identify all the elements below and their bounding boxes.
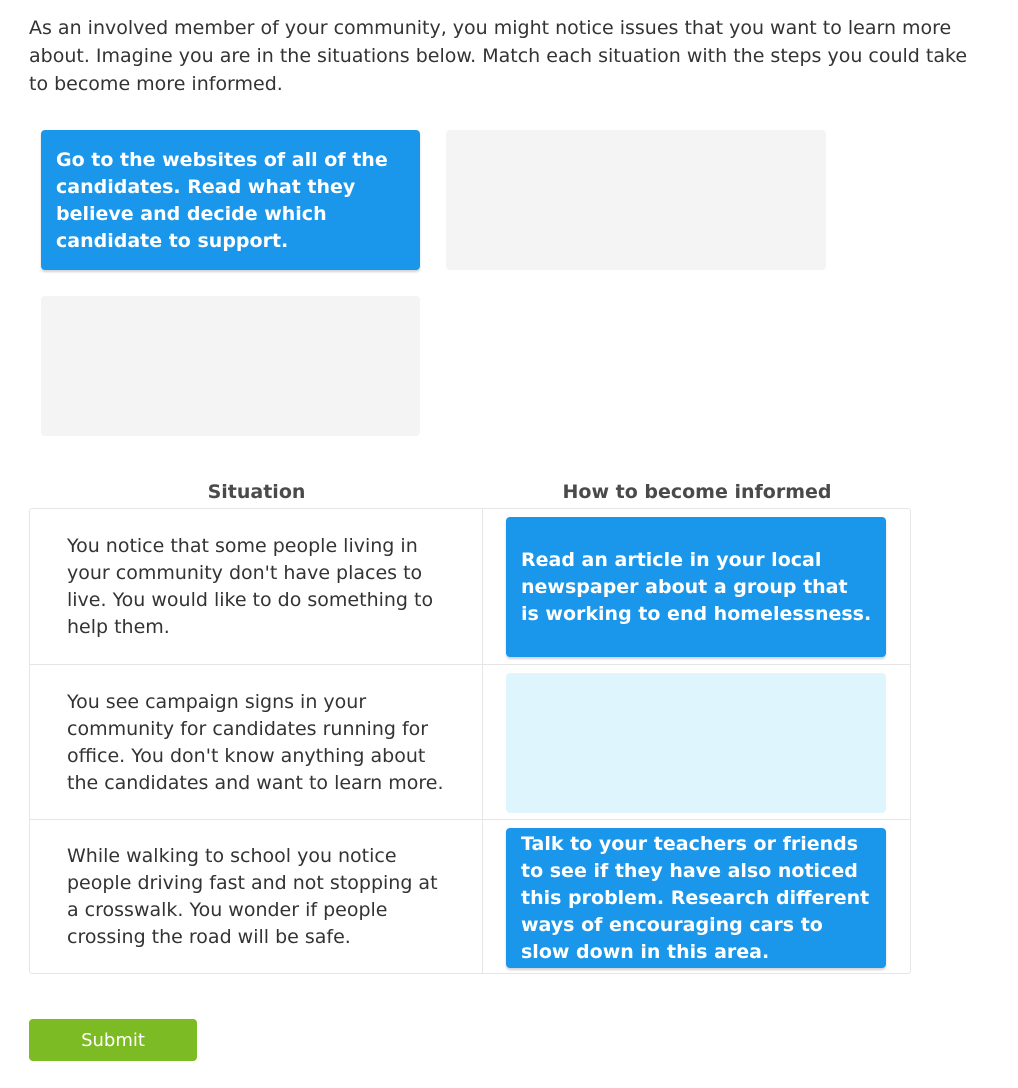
answer-tile-text: Talk to your teachers or friends to see if they have also noticed this problem. Research different ways of encouraging cars to slow down in this area.	[521, 832, 870, 963]
answer-tile-websites[interactable]: Go to the websites of all of the candidates. Read what they believe and decide which candidate to support.	[41, 130, 420, 270]
situation-text: You see campaign signs in your community for candidates running for office. You don't know anything about the candidates and want to learn more.	[67, 690, 444, 794]
instructions-text: As an involved member of your community, you might notice issues that you want to learn more about. Imagine you are in the situations below. Match each situation with the steps you could take to become more informed.	[29, 17, 968, 95]
table-row	[30, 509, 910, 664]
situation-cell	[30, 509, 483, 664]
situation-text: While walking to school you notice people driving fast and not stopping at a crosswalk. You wonder if people crossing the road will be safe.	[67, 845, 438, 948]
answer-bank-empty-slot	[41, 296, 420, 436]
table-row	[30, 819, 910, 974]
answer-tile-teachers[interactable]	[506, 828, 886, 968]
answer-tile-text: Read an article in your local newspaper about a group that is working to end homelessness.	[521, 548, 872, 625]
drop-target[interactable]	[506, 673, 886, 813]
table-row	[30, 664, 910, 820]
situation-cell	[30, 820, 483, 974]
column-header-situation: Situation	[207, 481, 306, 503]
matching-table	[29, 508, 911, 974]
situation-text: You notice that some people living in your community don't have places to live. You would like to do something to help them.	[67, 534, 434, 638]
submit-button[interactable]: Submit	[29, 1019, 197, 1061]
answer-bank-empty-slot	[446, 130, 826, 270]
situation-cell	[30, 665, 483, 820]
answer-tile-newspaper[interactable]	[506, 517, 886, 657]
column-header-informed: How to become informed	[562, 481, 832, 503]
